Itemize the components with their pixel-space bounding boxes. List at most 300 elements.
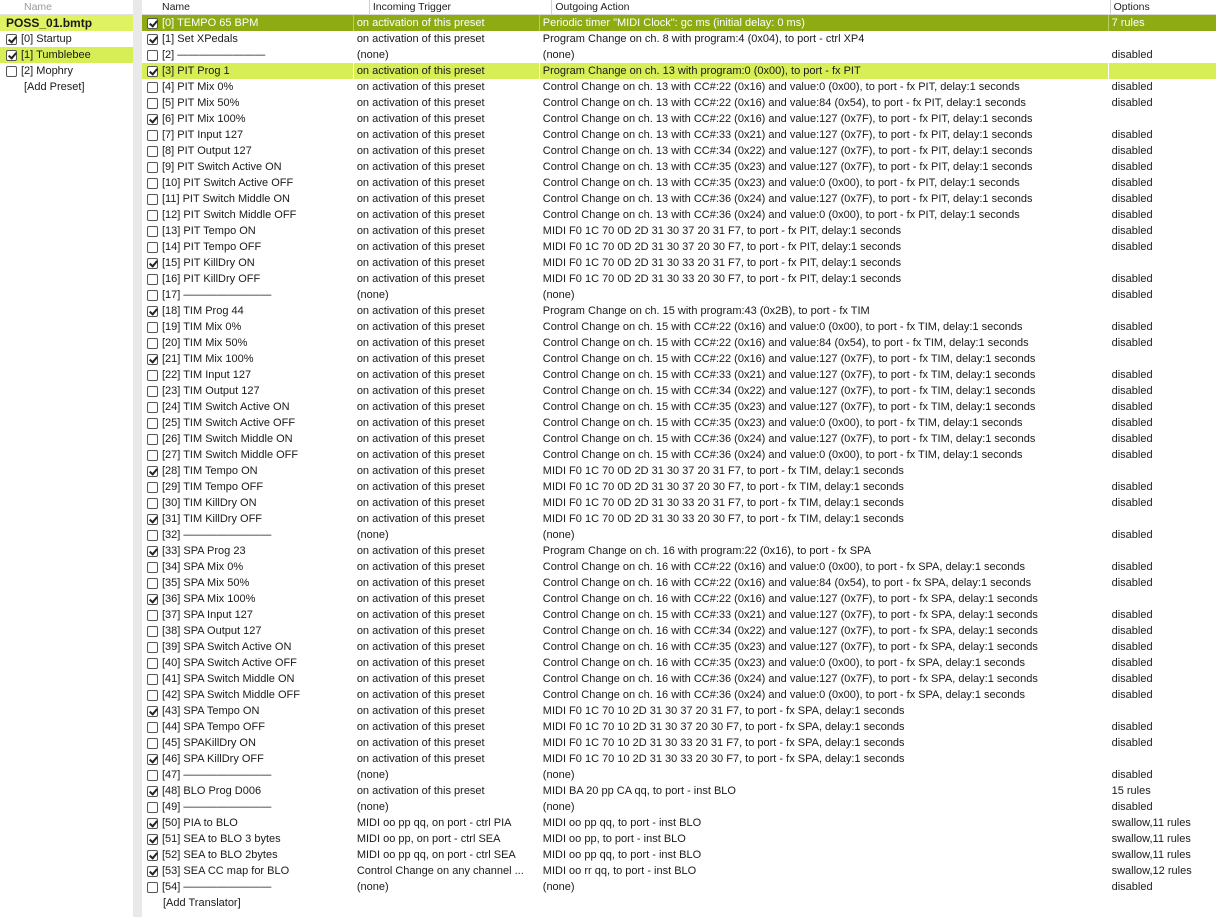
options-cell: [1108, 63, 1216, 79]
translator-name: [53] SEA CC map for BLO: [162, 865, 290, 877]
table-row[interactable]: [142, 111, 1216, 127]
trigger-cell: on activation of this preset: [353, 703, 539, 719]
options-cell: disabled: [1108, 207, 1216, 223]
translator-enable-checkbox[interactable]: [147, 34, 158, 45]
translator-name-cell: [142, 79, 353, 95]
action-cell: Control Change on ch. 16 with CC#:36 (0x24) and value:0 (0x00), to port - fx SPA, delay:1 seconds: [539, 687, 1108, 703]
translator-name: [8] PIT Output 127: [162, 145, 252, 157]
options-cell: disabled: [1108, 495, 1216, 511]
table-row[interactable]: [142, 623, 1216, 639]
table-row[interactable]: [142, 831, 1216, 847]
translator-name-cell: [142, 207, 353, 223]
translator-name-cell: [142, 47, 353, 63]
translator-enable-checkbox[interactable]: [147, 818, 158, 829]
translator-enable-checkbox[interactable]: [147, 402, 158, 413]
action-cell: MIDI F0 1C 70 0D 2D 31 30 33 20 30 F7, to port - fx TIM, delay:1 seconds: [539, 511, 1108, 527]
trigger-cell: on activation of this preset: [353, 415, 539, 431]
table-row[interactable]: [142, 687, 1216, 703]
translator-enable-checkbox[interactable]: [147, 226, 158, 237]
translator-name-cell: [142, 863, 353, 879]
translator-name-cell: [142, 383, 353, 399]
trigger-cell: on activation of this preset: [353, 479, 539, 495]
options-cell: 15 rules: [1108, 783, 1216, 799]
table-row[interactable]: [142, 463, 1216, 479]
table-row[interactable]: [142, 607, 1216, 623]
trigger-cell: on activation of this preset: [353, 63, 539, 79]
table-row[interactable]: [142, 511, 1216, 527]
translator-enable-checkbox[interactable]: [147, 578, 158, 589]
translator-enable-checkbox[interactable]: [147, 194, 158, 205]
options-cell: disabled: [1108, 239, 1216, 255]
translator-name-cell: [142, 719, 353, 735]
action-cell: Control Change on ch. 13 with CC#:34 (0x22) and value:127 (0x7F), to port - fx PIT, delay:1 seconds: [539, 143, 1108, 159]
translator-enable-checkbox[interactable]: [147, 450, 158, 461]
options-cell: [1108, 255, 1216, 271]
options-cell: disabled: [1108, 79, 1216, 95]
translator-enable-checkbox[interactable]: [147, 338, 158, 349]
translator-enable-checkbox[interactable]: [147, 722, 158, 733]
table-row[interactable]: [142, 719, 1216, 735]
translator-enable-checkbox[interactable]: [147, 866, 158, 877]
table-row[interactable]: [142, 239, 1216, 255]
table-row[interactable]: [142, 351, 1216, 367]
trigger-cell: MIDI oo pp qq, on port - ctrl PIA: [353, 815, 539, 831]
options-cell: [1108, 591, 1216, 607]
panel-splitter[interactable]: [133, 0, 142, 917]
table-row[interactable]: [142, 79, 1216, 95]
trigger-cell: on activation of this preset: [353, 31, 539, 47]
translator-name-cell: [142, 111, 353, 127]
trigger-cell: (none): [353, 879, 539, 895]
translator-name: [10] PIT Switch Active OFF: [162, 177, 294, 189]
preset-enable-checkbox[interactable]: [6, 66, 17, 77]
action-cell: Control Change on ch. 13 with CC#:35 (0x23) and value:127 (0x7F), to port - fx PIT, delay:1 seconds: [539, 159, 1108, 175]
trigger-cell: MIDI oo pp qq, on port - ctrl SEA: [353, 847, 539, 863]
project-file-item[interactable]: POSS_01.bmtp: [0, 15, 133, 31]
table-row[interactable]: [142, 847, 1216, 863]
translator-enable-checkbox[interactable]: [147, 466, 158, 477]
options-cell: [1108, 751, 1216, 767]
table-row[interactable]: [142, 271, 1216, 287]
action-cell: MIDI F0 1C 70 0D 2D 31 30 37 20 30 F7, to port - fx PIT, delay:1 seconds: [539, 239, 1108, 255]
translator-name: [14] PIT Tempo OFF: [162, 241, 262, 253]
translator-enable-checkbox[interactable]: [147, 146, 158, 157]
action-cell: MIDI F0 1C 70 10 2D 31 30 37 20 31 F7, to port - fx SPA, delay:1 seconds: [539, 703, 1108, 719]
action-cell: Control Change on ch. 13 with CC#:36 (0x24) and value:127 (0x7F), to port - fx PIT, delay:1 seconds: [539, 191, 1108, 207]
action-cell: Periodic timer "MIDI Clock": gc ms (initial delay: 0 ms): [539, 15, 1108, 31]
options-cell: [1108, 31, 1216, 47]
table-row[interactable]: [142, 575, 1216, 591]
action-cell: Control Change on ch. 13 with CC#:33 (0x21) and value:127 (0x7F), to port - fx PIT, delay:1 seconds: [539, 127, 1108, 143]
options-cell: disabled: [1108, 127, 1216, 143]
table-row[interactable]: [142, 335, 1216, 351]
options-cell: disabled: [1108, 271, 1216, 287]
table-row[interactable]: [142, 815, 1216, 831]
options-cell: disabled: [1108, 719, 1216, 735]
translator-name: [54] ————————: [162, 881, 272, 893]
options-cell: disabled: [1108, 479, 1216, 495]
translator-enable-checkbox[interactable]: [147, 690, 158, 701]
translator-enable-checkbox[interactable]: [147, 370, 158, 381]
translator-name: [36] SPA Mix 100%: [162, 593, 256, 605]
preset-enable-checkbox[interactable]: [6, 34, 17, 45]
trigger-cell: (none): [353, 527, 539, 543]
table-row[interactable]: [142, 703, 1216, 719]
translator-name-cell: [142, 335, 353, 351]
translator-enable-checkbox[interactable]: [147, 82, 158, 93]
options-cell: swallow,11 rules: [1108, 831, 1216, 847]
action-cell: (none): [539, 799, 1108, 815]
translator-name-cell: [142, 159, 353, 175]
translator-name: [41] SPA Switch Middle ON: [162, 673, 295, 685]
translator-enable-checkbox[interactable]: [147, 98, 158, 109]
table-row[interactable]: [142, 735, 1216, 751]
add-translator-button[interactable]: [Add Translator]: [163, 897, 241, 909]
translator-enable-checkbox[interactable]: [147, 242, 158, 253]
translator-name: [17] ————————: [162, 289, 272, 301]
preset-item[interactable]: [0, 47, 133, 63]
options-cell: disabled: [1108, 191, 1216, 207]
table-row[interactable]: [142, 47, 1216, 63]
table-row[interactable]: [142, 799, 1216, 815]
column-header-action[interactable]: Outgoing Action: [551, 0, 1109, 14]
translator-name-cell: [142, 847, 353, 863]
table-row[interactable]: [142, 767, 1216, 783]
trigger-cell: (none): [353, 47, 539, 63]
table-row[interactable]: [142, 175, 1216, 191]
trigger-cell: MIDI oo pp, on port - ctrl SEA: [353, 831, 539, 847]
table-row[interactable]: [142, 591, 1216, 607]
action-cell: Control Change on ch. 15 with CC#:33 (0x21) and value:127 (0x7F), to port - fx TIM, delay:1 seconds: [539, 367, 1108, 383]
translator-name: [22] TIM Input 127: [162, 369, 252, 381]
translator-enable-checkbox[interactable]: [147, 626, 158, 637]
translator-enable-checkbox[interactable]: [147, 562, 158, 573]
translator-enable-checkbox[interactable]: [147, 386, 158, 397]
action-cell: Program Change on ch. 15 with program:43 (0x2B), to port - fx TIM: [539, 303, 1108, 319]
preset-enable-checkbox[interactable]: [6, 50, 17, 61]
options-cell: disabled: [1108, 607, 1216, 623]
table-row[interactable]: [142, 127, 1216, 143]
translator-name: [1] Set XPedals: [162, 33, 238, 45]
translator-name-cell: [142, 415, 353, 431]
preset-label: [1] Tumblebee: [21, 49, 91, 61]
translator-name-cell: [142, 495, 353, 511]
options-cell: disabled: [1108, 735, 1216, 751]
translator-enable-checkbox[interactable]: [147, 210, 158, 221]
action-cell: Control Change on ch. 13 with CC#:22 (0x16) and value:84 (0x54), to port - fx PIT, delay:1 seconds: [539, 95, 1108, 111]
options-cell: disabled: [1108, 687, 1216, 703]
trigger-cell: on activation of this preset: [353, 783, 539, 799]
translator-name-cell: [142, 607, 353, 623]
translator-name: [21] TIM Mix 100%: [162, 353, 254, 365]
translator-enable-checkbox[interactable]: [147, 178, 158, 189]
action-cell: Control Change on ch. 15 with CC#:36 (0x24) and value:0 (0x00), to port - fx TIM, delay:1 seconds: [539, 447, 1108, 463]
translator-enable-checkbox[interactable]: [147, 754, 158, 765]
trigger-cell: (none): [353, 767, 539, 783]
action-cell: MIDI F0 1C 70 0D 2D 31 30 33 20 30 F7, to port - fx PIT, delay:1 seconds: [539, 271, 1108, 287]
translator-enable-checkbox[interactable]: [147, 18, 158, 29]
options-cell: disabled: [1108, 431, 1216, 447]
table-row[interactable]: [142, 367, 1216, 383]
options-cell: disabled: [1108, 447, 1216, 463]
translator-name-cell: [142, 591, 353, 607]
table-row[interactable]: [142, 255, 1216, 271]
translator-name-cell: [142, 735, 353, 751]
options-cell: disabled: [1108, 655, 1216, 671]
translator-enable-checkbox[interactable]: [147, 50, 158, 61]
trigger-cell: on activation of this preset: [353, 399, 539, 415]
action-cell: MIDI F0 1C 70 0D 2D 31 30 33 20 31 F7, to port - fx PIT, delay:1 seconds: [539, 255, 1108, 271]
preset-panel: [0, 0, 133, 917]
translator-enable-checkbox[interactable]: [147, 850, 158, 861]
table-row[interactable]: [142, 399, 1216, 415]
translator-name-cell: [142, 367, 353, 383]
translator-name-cell: [142, 463, 353, 479]
translator-enable-checkbox[interactable]: [147, 546, 158, 557]
translator-name: [29] TIM Tempo OFF: [162, 481, 264, 493]
translator-name: [19] TIM Mix 0%: [162, 321, 242, 333]
action-cell: Control Change on ch. 13 with CC#:22 (0x16) and value:127 (0x7F), to port - fx PIT, delay:1 seconds: [539, 111, 1108, 127]
translator-enable-checkbox[interactable]: [147, 658, 158, 669]
trigger-cell: (none): [353, 287, 539, 303]
table-row[interactable]: [142, 415, 1216, 431]
trigger-cell: on activation of this preset: [353, 175, 539, 191]
action-cell: Control Change on ch. 13 with CC#:36 (0x24) and value:0 (0x00), to port - fx PIT, delay:1 seconds: [539, 207, 1108, 223]
translator-enable-checkbox[interactable]: [147, 274, 158, 285]
table-row[interactable]: [142, 159, 1216, 175]
table-row[interactable]: [142, 751, 1216, 767]
translator-name: [28] TIM Tempo ON: [162, 465, 258, 477]
table-row[interactable]: [142, 303, 1216, 319]
table-row[interactable]: [142, 639, 1216, 655]
table-row[interactable]: [142, 447, 1216, 463]
table-row[interactable]: [142, 319, 1216, 335]
options-cell: disabled: [1108, 95, 1216, 111]
action-cell: Control Change on ch. 15 with CC#:36 (0x24) and value:127 (0x7F), to port - fx TIM, delay:1 seconds: [539, 431, 1108, 447]
trigger-cell: on activation of this preset: [353, 447, 539, 463]
translator-enable-checkbox[interactable]: [147, 770, 158, 781]
options-cell: disabled: [1108, 143, 1216, 159]
translator-name-cell: [142, 671, 353, 687]
translator-enable-checkbox[interactable]: [147, 322, 158, 333]
options-cell: [1108, 703, 1216, 719]
translator-name-cell: [142, 223, 353, 239]
table-row[interactable]: [142, 495, 1216, 511]
options-cell: disabled: [1108, 767, 1216, 783]
table-row[interactable]: [142, 95, 1216, 111]
table-row[interactable]: [142, 863, 1216, 879]
translator-enable-checkbox[interactable]: [147, 130, 158, 141]
action-cell: MIDI F0 1C 70 0D 2D 31 30 37 20 31 F7, to port - fx TIM, delay:1 seconds: [539, 463, 1108, 479]
translator-enable-checkbox[interactable]: [147, 882, 158, 893]
options-cell: disabled: [1108, 335, 1216, 351]
translator-name: [35] SPA Mix 50%: [162, 577, 250, 589]
add-preset-button[interactable]: [Add Preset]: [24, 81, 85, 93]
translator-enable-checkbox[interactable]: [147, 434, 158, 445]
translator-name: [24] TIM Switch Active ON: [162, 401, 290, 413]
table-row[interactable]: [142, 287, 1216, 303]
translator-name: [50] PIA to BLO: [162, 817, 238, 829]
trigger-cell: on activation of this preset: [353, 319, 539, 335]
action-cell: Control Change on ch. 15 with CC#:22 (0x16) and value:84 (0x54), to port - fx TIM, delay:1 seconds: [539, 335, 1108, 351]
options-cell: disabled: [1108, 671, 1216, 687]
translator-enable-checkbox[interactable]: [147, 610, 158, 621]
translator-name-cell: [142, 623, 353, 639]
translator-name: [27] TIM Switch Middle OFF: [162, 449, 299, 461]
options-cell: [1108, 463, 1216, 479]
table-row[interactable]: [142, 207, 1216, 223]
trigger-cell: on activation of this preset: [353, 383, 539, 399]
trigger-cell: on activation of this preset: [353, 607, 539, 623]
translator-enable-checkbox[interactable]: [147, 706, 158, 717]
translator-enable-checkbox[interactable]: [147, 642, 158, 653]
table-row[interactable]: [142, 671, 1216, 687]
options-cell: swallow,12 rules: [1108, 863, 1216, 879]
trigger-cell: on activation of this preset: [353, 431, 539, 447]
trigger-cell: on activation of this preset: [353, 127, 539, 143]
translator-name: [39] SPA Switch Active ON: [162, 641, 292, 653]
column-header-name[interactable]: Name: [162, 1, 191, 13]
options-cell: disabled: [1108, 223, 1216, 239]
action-cell: Control Change on ch. 13 with CC#:22 (0x16) and value:0 (0x00), to port - fx PIT, delay:1 seconds: [539, 79, 1108, 95]
preset-item[interactable]: [0, 31, 133, 47]
translator-name: [51] SEA to BLO 3 bytes: [162, 833, 281, 845]
options-cell: [1108, 111, 1216, 127]
table-row[interactable]: [142, 431, 1216, 447]
translator-enable-checkbox[interactable]: [147, 306, 158, 317]
table-row[interactable]: [142, 191, 1216, 207]
translator-name-cell: [142, 639, 353, 655]
action-cell: (none): [539, 287, 1108, 303]
table-row[interactable]: [142, 143, 1216, 159]
trigger-cell: on activation of this preset: [353, 15, 539, 31]
translator-enable-checkbox[interactable]: [147, 674, 158, 685]
table-row[interactable]: [142, 783, 1216, 799]
translator-name: [49] ————————: [162, 801, 272, 813]
options-cell: [1108, 351, 1216, 367]
column-header-options[interactable]: Options: [1110, 0, 1216, 14]
translator-enable-checkbox[interactable]: [147, 258, 158, 269]
table-row[interactable]: [142, 15, 1216, 31]
table-row[interactable]: [142, 559, 1216, 575]
table-row[interactable]: [142, 879, 1216, 895]
translator-name-cell: [142, 143, 353, 159]
translator-enable-checkbox[interactable]: [147, 290, 158, 301]
translator-name-cell: [142, 351, 353, 367]
action-cell: MIDI F0 1C 70 0D 2D 31 30 37 20 31 F7, to port - fx PIT, delay:1 seconds: [539, 223, 1108, 239]
translator-name: [44] SPA Tempo OFF: [162, 721, 265, 733]
preset-label: [2] Mophry: [21, 65, 73, 77]
table-row[interactable]: [142, 479, 1216, 495]
translator-enable-checkbox[interactable]: [147, 530, 158, 541]
translator-name-cell: [142, 559, 353, 575]
action-cell: Control Change on ch. 13 with CC#:35 (0x23) and value:0 (0x00), to port - fx PIT, delay:1 seconds: [539, 175, 1108, 191]
translator-enable-checkbox[interactable]: [147, 498, 158, 509]
trigger-cell: on activation of this preset: [353, 79, 539, 95]
action-cell: MIDI oo pp qq, to port - inst BLO: [539, 847, 1108, 863]
action-cell: (none): [539, 47, 1108, 63]
translator-enable-checkbox[interactable]: [147, 786, 158, 797]
options-cell: disabled: [1108, 799, 1216, 815]
translator-name-cell: [142, 703, 353, 719]
translator-name: [48] BLO Prog D006: [162, 785, 262, 797]
translator-name-cell: [142, 879, 353, 895]
translator-name: [3] PIT Prog 1: [162, 65, 230, 77]
translator-name: [13] PIT Tempo ON: [162, 225, 256, 237]
preset-item[interactable]: [0, 63, 133, 79]
translator-name: [23] TIM Output 127: [162, 385, 260, 397]
action-cell: MIDI F0 1C 70 0D 2D 31 30 37 20 30 F7, to port - fx TIM, delay:1 seconds: [539, 479, 1108, 495]
translator-name-cell: [142, 767, 353, 783]
options-cell: disabled: [1108, 399, 1216, 415]
column-header-trigger[interactable]: Incoming Trigger: [369, 0, 552, 14]
translator-name-cell: [142, 239, 353, 255]
trigger-cell: on activation of this preset: [353, 239, 539, 255]
translator-name: [5] PIT Mix 50%: [162, 97, 240, 109]
action-cell: Control Change on ch. 16 with CC#:35 (0x23) and value:127 (0x7F), to port - fx SPA, delay:1 seconds: [539, 639, 1108, 655]
translator-name: [9] PIT Switch Active ON: [162, 161, 282, 173]
table-header: [142, 0, 1216, 15]
table-row[interactable]: [142, 63, 1216, 79]
action-cell: Control Change on ch. 15 with CC#:35 (0x23) and value:0 (0x00), to port - fx TIM, delay:1 seconds: [539, 415, 1108, 431]
table-row[interactable]: [142, 543, 1216, 559]
action-cell: Control Change on ch. 15 with CC#:34 (0x22) and value:127 (0x7F), to port - fx TIM, delay:1 seconds: [539, 383, 1108, 399]
options-cell: disabled: [1108, 159, 1216, 175]
action-cell: Control Change on ch. 15 with CC#:33 (0x21) and value:127 (0x7F), to port - fx SPA, delay:1 seconds: [539, 607, 1108, 623]
translator-enable-checkbox[interactable]: [147, 594, 158, 605]
trigger-cell: on activation of this preset: [353, 367, 539, 383]
options-cell: [1108, 511, 1216, 527]
translator-enable-checkbox[interactable]: [147, 514, 158, 525]
trigger-cell: on activation of this preset: [353, 751, 539, 767]
options-cell: disabled: [1108, 47, 1216, 63]
trigger-cell: on activation of this preset: [353, 303, 539, 319]
table-row[interactable]: [142, 655, 1216, 671]
options-cell: disabled: [1108, 415, 1216, 431]
translator-name: [38] SPA Output 127: [162, 625, 262, 637]
translator-enable-checkbox[interactable]: [147, 354, 158, 365]
translator-enable-checkbox[interactable]: [147, 162, 158, 173]
trigger-cell: on activation of this preset: [353, 95, 539, 111]
translator-name: [34] SPA Mix 0%: [162, 561, 244, 573]
translator-enable-checkbox[interactable]: [147, 114, 158, 125]
action-cell: Control Change on ch. 16 with CC#:34 (0x22) and value:127 (0x7F), to port - fx SPA, delay:1 seconds: [539, 623, 1108, 639]
action-cell: MIDI BA 20 pp CA qq, to port - inst BLO: [539, 783, 1108, 799]
translator-enable-checkbox[interactable]: [147, 66, 158, 77]
action-cell: Control Change on ch. 16 with CC#:22 (0x16) and value:0 (0x00), to port - fx SPA, delay:1 seconds: [539, 559, 1108, 575]
translator-enable-checkbox[interactable]: [147, 834, 158, 845]
translator-enable-checkbox[interactable]: [147, 802, 158, 813]
options-cell: disabled: [1108, 623, 1216, 639]
translator-enable-checkbox[interactable]: [147, 482, 158, 493]
table-row[interactable]: [142, 223, 1216, 239]
translator-name-cell: [142, 831, 353, 847]
table-row[interactable]: [142, 31, 1216, 47]
translator-name: [26] TIM Switch Middle ON: [162, 433, 293, 445]
translator-enable-checkbox[interactable]: [147, 738, 158, 749]
options-cell: disabled: [1108, 383, 1216, 399]
translator-name-cell: [142, 175, 353, 191]
table-row[interactable]: [142, 527, 1216, 543]
trigger-cell: on activation of this preset: [353, 671, 539, 687]
action-cell: Program Change on ch. 8 with program:4 (0x04), to port - ctrl XP4: [539, 31, 1108, 47]
translator-name: [25] TIM Switch Active OFF: [162, 417, 296, 429]
translator-table: [142, 0, 1216, 917]
preset-column-header[interactable]: Name: [0, 0, 133, 15]
translator-enable-checkbox[interactable]: [147, 418, 158, 429]
translator-name-cell: [142, 799, 353, 815]
table-row[interactable]: [142, 383, 1216, 399]
